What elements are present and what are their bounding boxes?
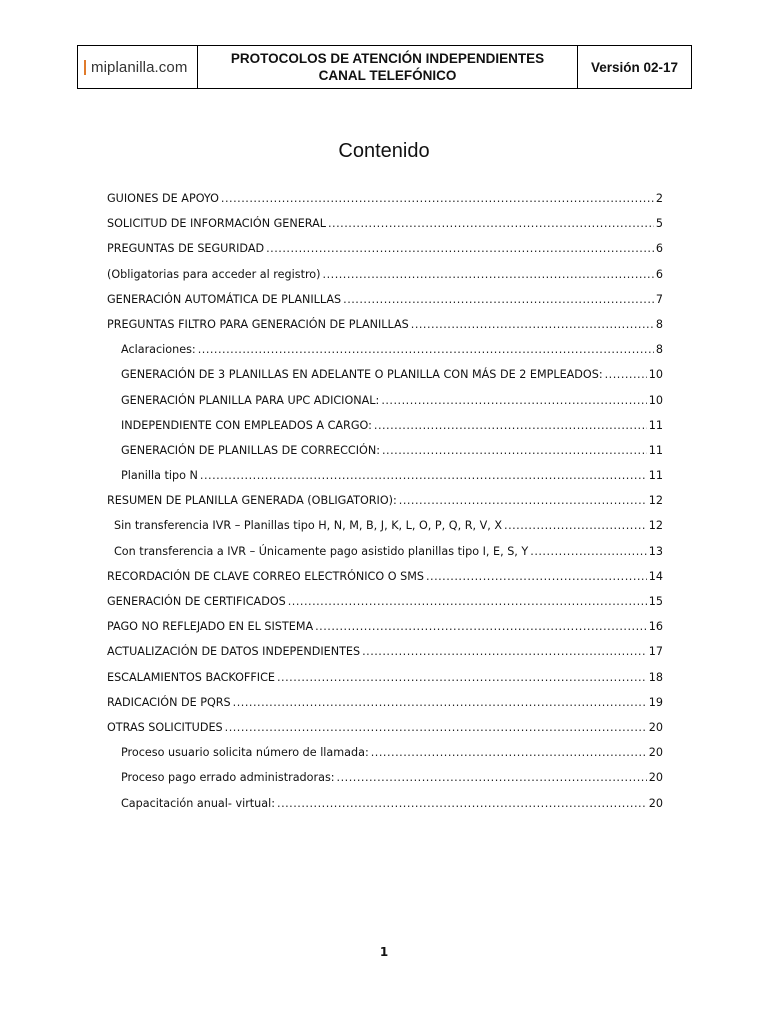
contents-title: Contenido bbox=[338, 140, 430, 162]
header-version: Versión 02-17 bbox=[590, 59, 679, 75]
logo bbox=[78, 46, 198, 88]
toc-entry[interactable]: PREGUNTAS FILTRO PARA GENERACIÓN DE PLANILLAS ..... 8 bbox=[107, 318, 663, 343]
toc-entry[interactable]: Con transferencia a IVR – Únicamente pago asistido planillas tipo I, E, S, Y ..... 13 bbox=[107, 545, 663, 570]
toc-entry[interactable]: PAGO NO REFLEJADO EN EL SISTEMA ..... 16 bbox=[107, 620, 663, 645]
toc-entry[interactable]: Capacitación anual- virtual: ..... 20 bbox=[107, 797, 663, 822]
header-title-line2: CANAL TELEFÓNICO bbox=[318, 68, 457, 83]
toc-entry[interactable]: GENERACIÓN AUTOMÁTICA DE PLANILLAS ..... 7 bbox=[107, 293, 663, 318]
toc-entry[interactable]: GENERACIÓN DE CERTIFICADOS ..... 15 bbox=[107, 595, 663, 620]
toc-entry[interactable]: ACTUALIZACIÓN DE DATOS INDEPENDIENTES ..... 17 bbox=[107, 645, 663, 670]
toc-entry[interactable]: Aclaraciones: ..... 8 bbox=[107, 343, 663, 368]
toc-entry[interactable]: Proceso pago errado administradoras: ..... 20 bbox=[107, 771, 663, 796]
toc-entry[interactable]: RESUMEN DE PLANILLA GENERADA (OBLIGATORIO): ..... 12 bbox=[107, 494, 663, 519]
logo-text: miplanilla.com bbox=[91, 58, 188, 76]
toc-entry[interactable]: SOLICITUD DE INFORMACIÓN GENERAL ..... 5 bbox=[107, 217, 663, 242]
toc-entry[interactable]: RADICACIÓN DE PQRS ..... 19 bbox=[107, 696, 663, 721]
table-of-contents bbox=[107, 192, 663, 822]
toc-entry[interactable]: GENERACIÓN DE 3 PLANILLAS EN ADELANTE O PLANILLA CON MÁS DE 2 EMPLEADOS: ..... 10 bbox=[107, 368, 663, 393]
toc-entry[interactable]: Planilla tipo N ..... 11 bbox=[107, 469, 663, 494]
toc-entry[interactable]: Proceso usuario solicita número de llamada: ..... 20 bbox=[107, 746, 663, 771]
header-title-line1: PROTOCOLOS DE ATENCIÓN INDEPENDIENTES bbox=[230, 51, 545, 66]
toc-entry[interactable]: (Obligatorias para acceder al registro) ..... 6 bbox=[107, 268, 663, 293]
toc-entry[interactable]: OTRAS SOLICITUDES ..... 20 bbox=[107, 721, 663, 746]
toc-entry[interactable]: GUIONES DE APOYO ..... 2 bbox=[107, 192, 663, 217]
toc-entry[interactable]: GENERACIÓN PLANILLA PARA UPC ADICIONAL: ..... 10 bbox=[107, 394, 663, 419]
logo-bar-icon bbox=[84, 60, 86, 75]
toc-entry[interactable]: RECORDACIÓN DE CLAVE CORREO ELECTRÓNICO O SMS ..... 14 bbox=[107, 570, 663, 595]
toc-entry[interactable]: Sin transferencia IVR – Planillas tipo H, N, M, B, J, K, L, O, P, Q, R, V, X ..... 12 bbox=[107, 519, 663, 544]
toc-entry[interactable]: INDEPENDIENTE CON EMPLEADOS A CARGO: ..... 11 bbox=[107, 419, 663, 444]
page-number: 1 bbox=[379, 945, 389, 959]
toc-entry[interactable]: ESCALAMIENTOS BACKOFFICE ..... 18 bbox=[107, 671, 663, 696]
toc-entry[interactable]: GENERACIÓN DE PLANILLAS DE CORRECCIÓN: ..... 11 bbox=[107, 444, 663, 469]
header-title bbox=[198, 46, 578, 88]
document-header bbox=[77, 45, 692, 89]
toc-entry[interactable]: PREGUNTAS DE SEGURIDAD ..... 6 bbox=[107, 242, 663, 267]
